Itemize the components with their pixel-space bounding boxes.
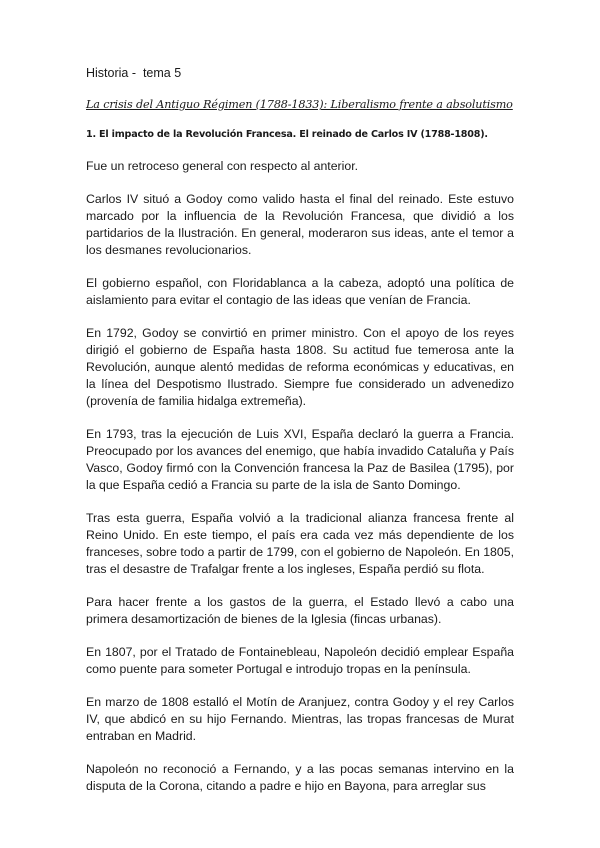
paragraph: Fue un retroceso general con respecto al anterior. <box>86 159 359 173</box>
paragraph: En 1793, tras la ejecución de Luis XVI, España declaró la guerra a Francia. Preocupado por los avances del enemigo, que había invadido Cataluña y País Vasco, Godoy firmó con la Convención francesa la Paz de Basilea (1795), por la que España cedió a Francia su parte de la isla de Santo Domingo. <box>86 427 514 492</box>
paragraph: En marzo de 1808 estalló el Motín de Aranjuez, contra Godoy y el rey Carlos IV, que abdicó en su hijo Fernando. Mientras, las tropas francesas de Murat entraban en Madrid. <box>86 695 514 743</box>
document-title: La crisis del Antiguo Régimen (1788-1833): Liberalismo frente a absolutismo <box>86 98 513 111</box>
paragraph: Para hacer frente a los gastos de la guerra, el Estado llevó a cabo una primera desamortización de bienes de la Iglesia (fincas urbanas). <box>86 595 514 626</box>
paragraph: Carlos IV situó a Godoy como valido hasta el final del reinado. Este estuvo marcado por la influencia de la Revolución Francesa, que dividió a los partidarios de la Ilustración. En general, moderaron sus ideas, ante el temor a los desmanes revolucionarios. <box>86 192 514 257</box>
section-heading: 1. El impacto de la Revolución Francesa. El reinado de Carlos IV (1788-1808). <box>86 129 488 140</box>
document-header: Historia - tema 5 <box>86 66 182 80</box>
paragraph: En 1807, por el Tratado de Fontainebleau, Napoleón decidió emplear España como puente para someter Portugal e introdujo tropas en la península. <box>86 645 514 676</box>
paragraph: El gobierno español, con Floridablanca a la cabeza, adoptó una política de aislamiento para evitar el contagio de las ideas que venían de Francia. <box>86 276 514 307</box>
document-page <box>86 66 514 811</box>
paragraph: En 1792, Godoy se convirtió en primer ministro. Con el apoyo de los reyes dirigió el gobierno de España hasta 1808. Su actitud fue temerosa ante la Revolución, aunque alentó medidas de reforma económicas y educativas, en la línea del Despotismo Ilustrado. Siempre fue considerado un advenedizo (provenía de familia hidalga extremeña). <box>86 326 514 408</box>
paragraph: Tras esta guerra, España volvió a la tradicional alianza francesa frente al Reino Unido. En este tiempo, el país era cada vez más dependiente de los franceses, sobre todo a partir de 1799, con el gobierno de Napoleón. En 1805, tras el desastre de Trafalgar frente a los ingleses, España perdió su flota. <box>86 511 514 576</box>
paragraph: Napoleón no reconoció a Fernando, y a las pocas semanas intervino en la disputa de la Corona, citando a padre e hijo en Bayona, para arreglar sus <box>86 762 514 793</box>
